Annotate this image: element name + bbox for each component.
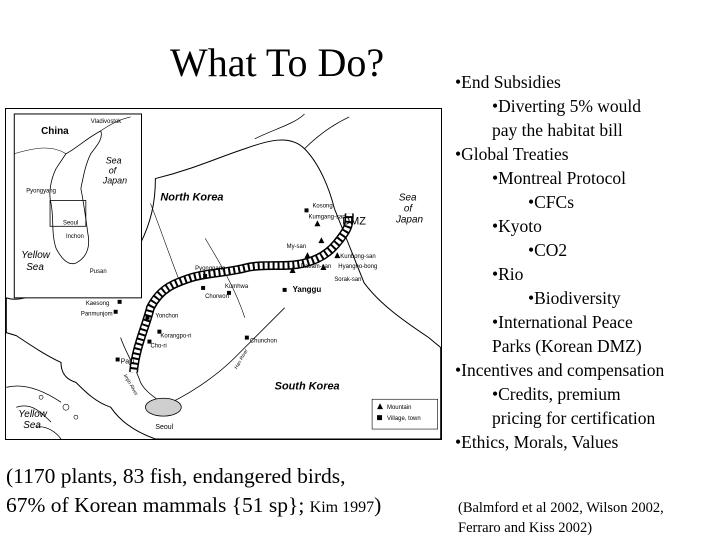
caption-citation: Kim 1997 xyxy=(309,499,375,516)
paju-label: Paju xyxy=(120,358,135,366)
inset-china-label: China xyxy=(41,125,69,137)
imjin-river-label: Imjin River xyxy=(121,373,138,397)
caption-line-2 xyxy=(6,491,381,522)
sea-of-japan-label-2: of xyxy=(403,203,413,215)
dmz-label: DMZ xyxy=(342,215,366,228)
daeam-san-label: Daeam-san xyxy=(300,264,332,271)
kosong-label: Kosong xyxy=(312,203,333,210)
inset-yellow-sea-2: Sea xyxy=(26,262,44,274)
references-line-2: Ferraro and Kiss 2002) xyxy=(458,520,593,536)
bullet-kyoto: •Kyoto xyxy=(492,216,542,236)
hyangno-bong-label: Hyangno-bong xyxy=(338,264,378,271)
bullet-list xyxy=(455,70,717,454)
chorwon-label: Chorwon xyxy=(205,293,229,300)
inset-pusan-label: Pusan xyxy=(89,269,107,276)
inset-sea-of-japan-1: Sea xyxy=(105,155,122,166)
chunchon-label: Chunchon xyxy=(249,338,277,345)
pyonggang-label: Pyonggang xyxy=(195,266,226,273)
yanggu-label: Yanggu xyxy=(292,284,322,294)
bullet-montreal: •Montreal Protocol xyxy=(492,168,626,188)
myo-san-label: My-san xyxy=(286,244,307,251)
inset-inchon-label: Inchon xyxy=(65,234,84,241)
inset-sea-of-japan-2: of xyxy=(108,165,117,176)
north-korea-label: North Korea xyxy=(160,191,224,204)
panmunjom-label: Panmunjom xyxy=(80,311,113,318)
slide-title: What To Do? xyxy=(170,40,385,85)
caption-line-2-end: ) xyxy=(374,493,382,517)
map-legend xyxy=(372,399,438,429)
bullet-diverting-cont: pay the habitat bill xyxy=(492,120,623,140)
inset-pyongyang-label: Pyongyang xyxy=(26,188,56,195)
kaesong-label: Kaesong xyxy=(85,300,110,307)
legend-town-label: Village, town xyxy=(387,416,421,423)
yellow-sea-label-1: Yellow xyxy=(18,409,47,421)
yellow-sea-label-2: Sea xyxy=(23,420,41,432)
caption-line-1: (1170 plants, 83 fish, endangered birds, xyxy=(6,464,346,488)
bullet-incentives: •Incentives and compensation xyxy=(455,360,665,380)
kunbong-san-label: Kunbong-san xyxy=(340,254,376,261)
bullet-cfcs: •CFCs xyxy=(528,192,575,212)
sea-of-japan-label-1: Sea xyxy=(398,192,417,204)
inset-vladivostok-label: Vladivostok xyxy=(90,118,122,125)
seorak-san-label: Sorak-san xyxy=(334,276,362,283)
bullet-peace-parks: •International Peace xyxy=(492,312,633,332)
seoul-area xyxy=(145,398,181,416)
bullet-rio: •Rio xyxy=(492,264,524,284)
kumhwa-label: Kumhwa xyxy=(224,283,249,290)
korea-dmz-map xyxy=(5,108,442,440)
korangpo-ri-label: Korangpo-ri xyxy=(160,333,192,340)
bullet-global-treaties: •Global Treaties xyxy=(455,144,569,164)
bullet-biodiversity: •Biodiversity xyxy=(528,288,621,308)
inset-yellow-sea-1: Yellow xyxy=(21,250,50,262)
bullet-diverting: •Diverting 5% would xyxy=(492,96,642,116)
bullet-co2: •CO2 xyxy=(528,240,568,260)
legend-town-icon xyxy=(377,415,382,420)
caption-line-2-main: 67% of Korean mammals {51 sp}; xyxy=(6,493,310,517)
legend-mountain-label: Mountain xyxy=(387,405,412,412)
south-korea-label: South Korea xyxy=(274,380,340,393)
yonchon-label: Yonchon xyxy=(155,313,179,320)
seoul-label: Seoul xyxy=(155,424,174,432)
bullet-ethics: •Ethics, Morals, Values xyxy=(455,432,619,452)
bullet-credits-cont: pricing for certification xyxy=(492,408,656,428)
bullet-end-subsidies: •End Subsidies xyxy=(455,72,561,92)
bullet-peace-parks-cont: Parks (Korean DMZ) xyxy=(492,336,642,356)
cho-ri-label: Cho-ri xyxy=(150,343,167,350)
references xyxy=(458,498,664,538)
bullet-credits: •Credits, premium xyxy=(492,384,621,404)
references-line-1: (Balmford et al 2002, Wilson 2002, xyxy=(458,500,664,516)
inset-seoul-label: Seoul xyxy=(62,220,79,227)
sea-of-japan-label-3: Japan xyxy=(395,214,424,226)
kumgang-san-label: Kumgang-san xyxy=(308,214,346,221)
han-river-label: Han River xyxy=(234,348,250,371)
inset-sea-of-japan-3: Japan xyxy=(102,175,128,186)
map-caption xyxy=(6,462,381,522)
